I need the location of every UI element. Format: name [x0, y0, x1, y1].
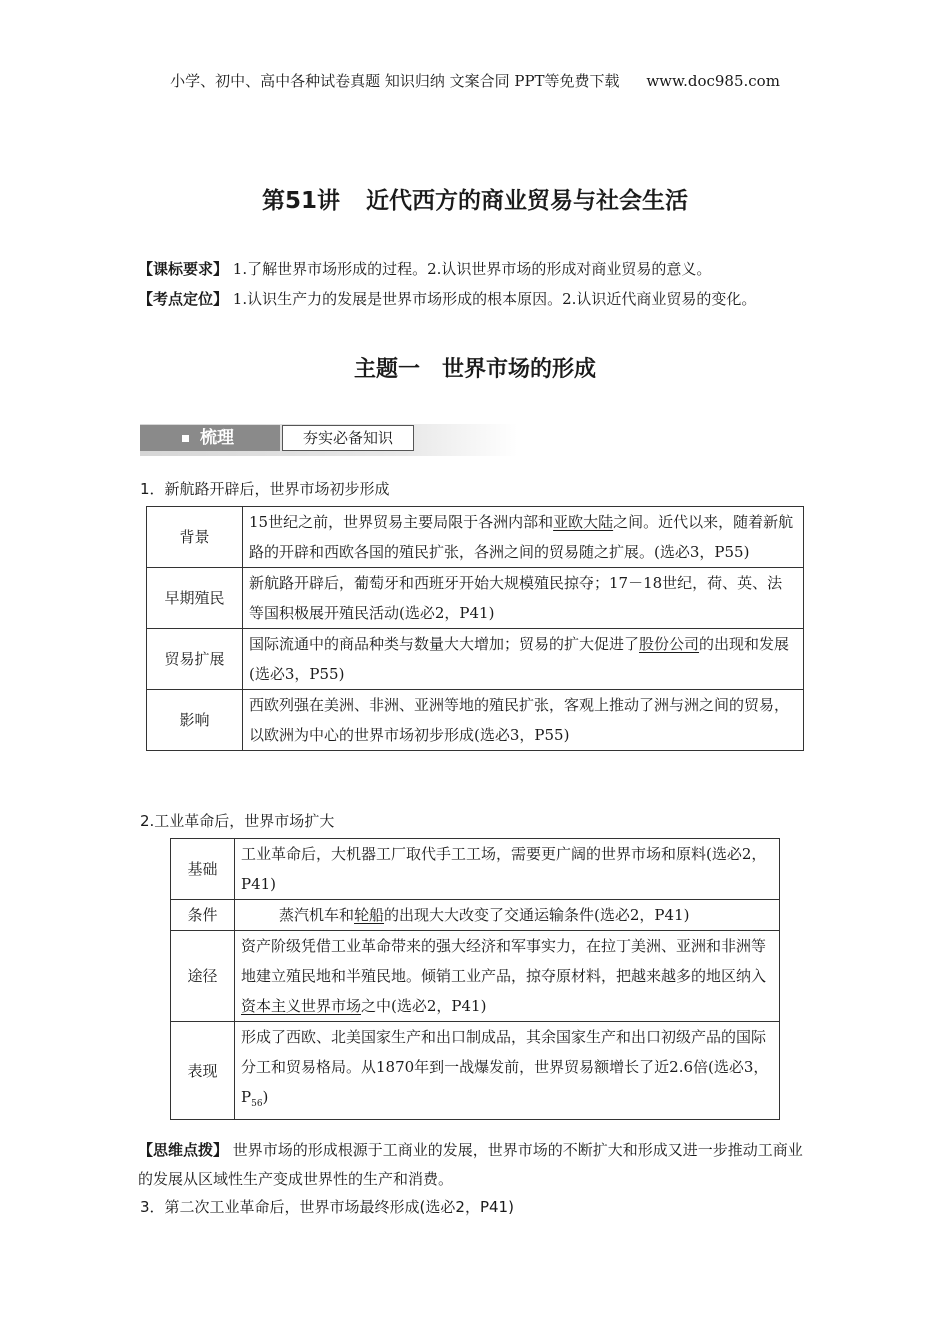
curriculum-requirement — [138, 258, 711, 279]
section3-heading: 3．第二次工业革命后，世界市场最终形成(选必2，P41) — [140, 1198, 514, 1216]
table-row — [147, 568, 804, 629]
table-row — [171, 900, 780, 931]
row-content: 国际流通中的商品种类与数量大大增加；贸易的扩大促进了股份公司的出现和发展(选必3，P55) — [243, 629, 804, 690]
table-row — [147, 507, 804, 568]
row-content: 15世纪之前，世界贸易主要局限于各洲内部和亚欧大陆之间。近代以来，随着新航路的开辟和西欧各国的殖民扩张，各洲之间的贸易随之扩展。(选必3，P55) — [243, 507, 804, 568]
section1-table — [146, 506, 804, 751]
row-header: 早期殖民 — [147, 568, 243, 629]
header-site[interactable]: www.doc985.com — [646, 72, 780, 90]
row-content: 工业革命后，大机器工厂取代手工工场，需要更广阔的世界市场和原料(选必2，P41) — [235, 839, 780, 900]
theme-title — [0, 352, 950, 383]
key-term: 亚欧大陆 — [553, 513, 614, 531]
exam-point-label: 【考点定位】 — [138, 290, 229, 308]
key-term: 股份公司 — [639, 635, 700, 653]
row-header: 背景 — [147, 507, 243, 568]
row-content: 西欧列强在美洲、非洲、亚洲等地的殖民扩张，客观上推动了洲与洲之间的贸易，以欧洲为中心的世界市场初步形成(选必3，P55) — [243, 690, 804, 751]
table-row — [147, 690, 804, 751]
exam-point-text: 1.认识生产力的发展是世界市场形成的根本原因。2.认识近代商业贸易的变化。 — [232, 290, 757, 308]
banner-sub: 夯实必备知识 — [282, 425, 414, 451]
thinking-tip — [138, 1136, 810, 1194]
banner-main: 梳理 — [140, 425, 280, 451]
row-content: 资产阶级凭借工业革命带来的强大经济和军事实力，在拉丁美洲、亚洲和非洲等地建立殖民地和半殖民地。倾销工业产品，掠夺原材料，把越来越多的地区纳入资本主义世界市场之中(选必2，P41) — [235, 931, 780, 1022]
row-header: 条件 — [171, 900, 235, 931]
lecture-title: 近代西方的商业贸易与社会生活 — [366, 188, 688, 214]
header-text: 小学、初中、高中各种试卷真题 知识归纳 文案合同 PPT等免费下载 — [170, 72, 620, 90]
requirement-text: 1.了解世界市场形成的过程。2.认识世界市场的形成对商业贸易的意义。 — [232, 260, 712, 278]
requirement-label: 【课标要求】 — [138, 260, 229, 278]
page-title — [0, 182, 950, 215]
thinking-text: 世界市场的形成根源于工商业的发展，世界市场的不断扩大和形成又进一步推动工商业的发展从区域性生产变成世界性的生产和消费。 — [138, 1141, 803, 1188]
table-row — [147, 629, 804, 690]
key-term: 轮船 — [354, 906, 385, 924]
key-term: 资本主义世界市场 — [241, 997, 362, 1015]
row-header: 贸易扩展 — [147, 629, 243, 690]
row-content: 形成了西欧、北美国家生产和出口制成品，其余国家生产和出口初级产品的国际分工和贸易格局。从1870年到一战爆发前，世界贸易额增长了近2.6倍(选必3，$P_{56}$) — [235, 1022, 780, 1120]
table-row — [171, 1022, 780, 1120]
row-header: 途径 — [171, 931, 235, 1022]
row-header: 基础 — [171, 839, 235, 900]
section2-heading: 2.工业革命后，世界市场扩大 — [140, 812, 335, 830]
row-content: 蒸汽机车和轮船的出现大大改变了交通运输条件(选必2，P41) — [235, 900, 780, 931]
row-content: 新航路开辟后，葡萄牙和西班牙开始大规模殖民掠夺；17－18世纪，荷、英、法等国积极展开殖民活动(选必2，P41) — [243, 568, 804, 629]
section-banner — [140, 424, 518, 456]
page-header — [0, 70, 950, 91]
theme-text: 世界市场的形成 — [442, 357, 597, 382]
theme-number: 主题一 — [353, 357, 420, 382]
row-header: 影响 — [147, 690, 243, 751]
row-header: 表现 — [171, 1022, 235, 1120]
exam-point — [138, 288, 756, 309]
page-subscript: 56 — [251, 1099, 263, 1109]
thinking-label: 【思维点拨】 — [138, 1141, 229, 1159]
section2-table — [170, 838, 780, 1120]
table-row — [171, 931, 780, 1022]
table-row — [171, 839, 780, 900]
lecture-number: 第51讲 — [261, 188, 340, 214]
section1-heading: 1．新航路开辟后，世界市场初步形成 — [140, 480, 390, 498]
square-bullet-icon — [182, 435, 189, 442]
